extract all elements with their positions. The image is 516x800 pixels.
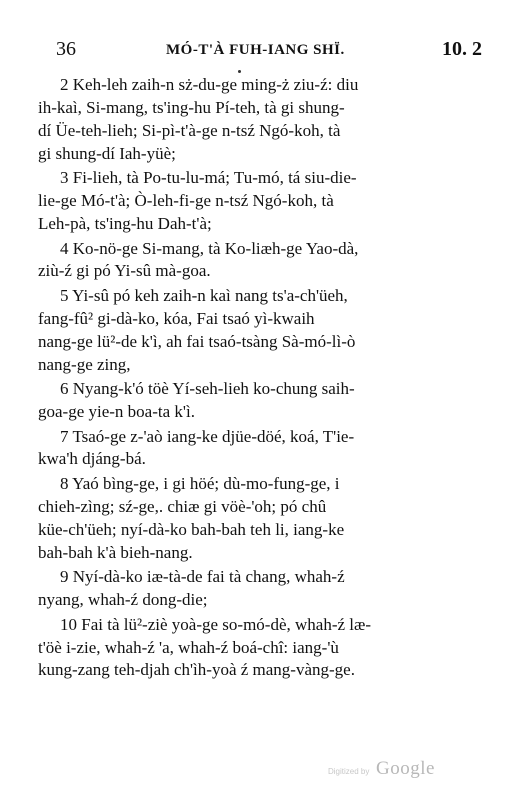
verse-line: fang-fû² gi-dà-ko, kóa, Fai tsaó yì-kwaih — [38, 308, 315, 328]
verse-line: 8 Yaó bìng-ge, i gi höé; dù-mo-fung-ge, i — [60, 473, 340, 493]
verse-paragraph — [38, 285, 468, 377]
verse-line: bah-bah k'à bieh-nang. — [38, 542, 193, 562]
verse-line: kung-zang teh-djah ch'ìh-yoà ź mang-vàng-ge. — [38, 660, 355, 680]
verse-text-block — [38, 74, 468, 684]
verse-paragraph — [38, 566, 468, 612]
digitized-by-label: Digitized by — [328, 767, 370, 776]
verse-line: 2 Keh-leh zaih-n sż-du-ge ming-ż ziu-ź: diu — [60, 75, 359, 94]
verse-line: chieh-zìng; sź-ge,. chiæ gi vöè-'oh; pó chû — [38, 496, 327, 516]
verse-line: t'öè i-zie, whah-ź 'a, whah-ź boá-chî: iang-'ù — [38, 637, 339, 657]
verse-line: gi shung-dí Iah-yüè; — [38, 143, 176, 163]
verse-paragraph — [38, 167, 468, 236]
page-number: 36 — [56, 38, 76, 60]
verse-line: 3 Fi-lieh, tà Po-tu-lu-má; Tu-mó, tá siu-die- — [60, 168, 357, 188]
chapter-reference: 10. 2 — [442, 38, 482, 60]
verse-line: 5 Yi-sû pó keh zaih-n kaì nang ts'a-ch'üeh, — [60, 285, 348, 305]
verse-paragraph — [38, 426, 468, 472]
verse-line: ih-kaì, Si-mang, ts'ing-hu Pí-teh, tà gi shung- — [38, 97, 345, 117]
verse-line: kwa'h djáng-bá. — [38, 449, 146, 469]
verse-line: 7 Tsaó-ge z-'aò iang-ke djüe-döé, koá, T'ie- — [60, 426, 355, 446]
verse-line: lie-ge Mó-t'à; Ò-leh-fi-ge n-tsź Ngó-koh, tà — [38, 191, 334, 211]
verse-line: 10 Fai tà lü²-ziè yoà-ge so-mó-dè, whah-ź læ- — [60, 614, 371, 634]
verse-line: ziù-ź gi pó Yi-sû mà-goa. — [38, 261, 211, 281]
verse-line: nang-ge zing, — [38, 354, 131, 374]
verse-line: Leh-pà, ts'ing-hu Dah-t'à; — [38, 214, 212, 234]
verse-line: 9 Nyí-dà-ko iæ-tà-de fai tà chang, whah-ź — [60, 567, 345, 587]
page-header — [40, 38, 482, 68]
verse-paragraph — [38, 238, 468, 284]
printer-dot — [238, 70, 241, 73]
verse-paragraph — [38, 473, 468, 565]
verse-line: 6 Nyang-k'ó töè Yí-seh-lieh ko-chung saih- — [60, 379, 355, 399]
verse-paragraph — [38, 74, 468, 166]
verse-paragraph — [38, 614, 468, 683]
google-logo: Google — [376, 758, 435, 779]
verse-paragraph — [38, 378, 468, 424]
digitization-watermark — [318, 758, 438, 782]
verse-line: 4 Ko-nö-ge Si-mang, tà Ko-liæh-ge Yao-dà, — [60, 238, 359, 258]
verse-line: goa-ge yie-n boa-ta k'ì. — [38, 402, 195, 422]
verse-line: nyang, whah-ź dong-die; — [38, 590, 208, 610]
verse-line: küe-ch'üeh; nyí-dà-ko bah-bah teh li, iang-ke — [38, 519, 345, 539]
verse-line: dí Üe-teh-lieh; Si-pì-t'à-ge n-tsź Ngó-koh, tà — [38, 120, 341, 140]
running-title: MÓ-T'À FUH-IANG SHÏ. — [166, 42, 345, 58]
verse-line: nang-ge lü²-de k'ì, ah fai tsaó-tsàng Sà-mó-lì-ò — [38, 331, 356, 351]
